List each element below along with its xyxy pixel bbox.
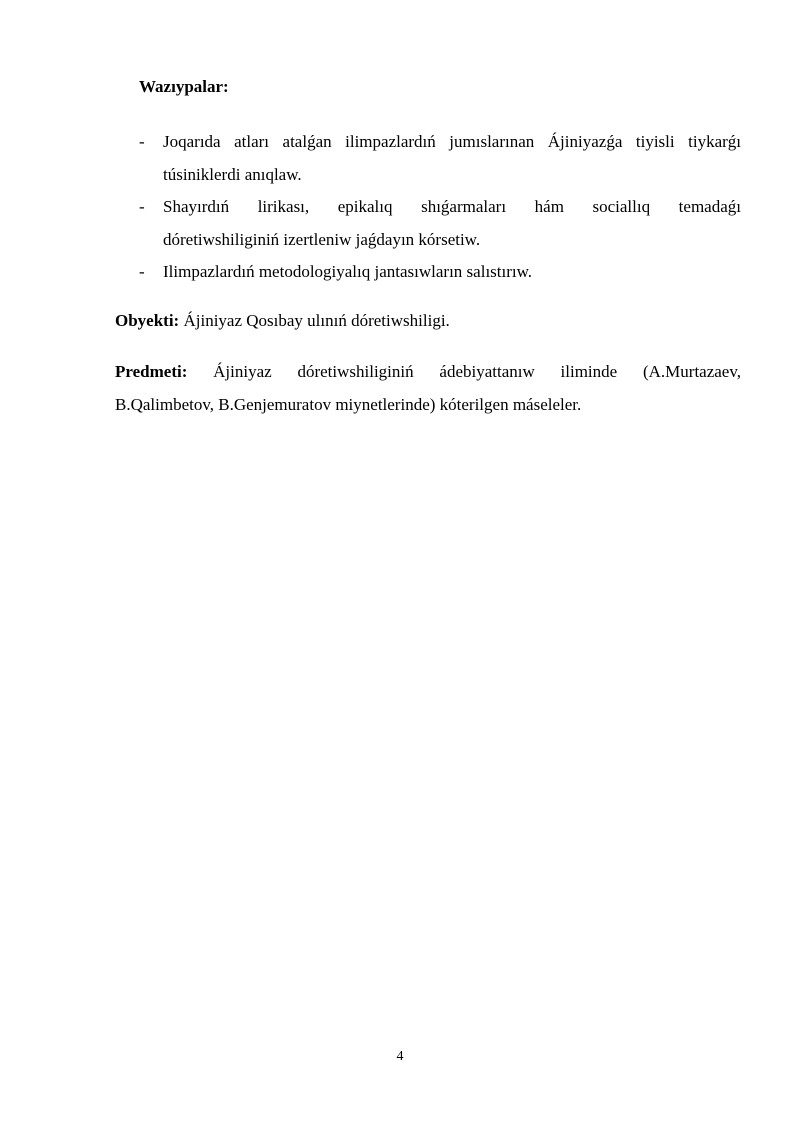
subject-line-1 <box>115 356 741 389</box>
list-item <box>115 126 741 191</box>
list-item-line: Ilimpazlardıń metodologiyalıq jantasıwların salıstırıw. <box>163 262 533 281</box>
subject-line-2: B.Qalimbetov, B.Genjemuratov miynetlerinde) kóterilgen máseleler. <box>115 394 582 414</box>
list-item-line: dóretiwshiliginiń izertleniw jaǵdayın kórsetiw. <box>163 229 481 249</box>
subject-label: Predmeti: <box>115 362 188 381</box>
list-item <box>115 256 741 289</box>
object-paragraph <box>115 305 741 338</box>
page-number: 4 <box>396 1049 404 1064</box>
list-item-line: Shayırdıń lirikası, epikalıq shıǵarmaları hám sociallıq temadaǵı <box>163 197 741 216</box>
list-dash: - <box>139 262 145 281</box>
subject-paragraph <box>115 356 741 421</box>
list-item <box>115 191 741 256</box>
tasks-list <box>115 126 741 289</box>
list-dash: - <box>139 197 145 216</box>
tasks-heading: Wazıypalar: <box>139 77 229 96</box>
object-label: Obyekti: <box>115 311 180 330</box>
list-item-line: Joqarıda atları atalǵan ilimpazlardıń jumıslarınan Ájiniyazǵa tiyisli tiykarǵı <box>163 132 741 151</box>
object-text: Ájiniyaz Qosıbay ulınıń dóretiwshiligi. <box>179 311 450 330</box>
list-item-line: túsiniklerdi anıqlaw. <box>163 164 302 184</box>
list-dash: - <box>139 132 145 151</box>
subject-text-1: Ájiniyaz dóretiwshiliginiń ádebiyattanıw iliminde (A.Murtazaev, <box>187 362 741 381</box>
